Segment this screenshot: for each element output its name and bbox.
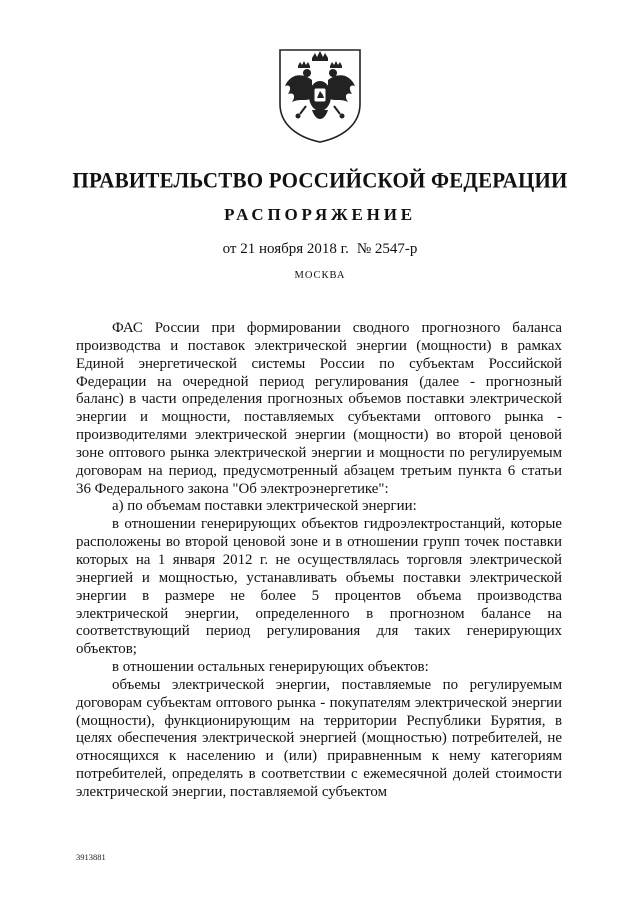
russian-coat-of-arms-icon <box>276 46 364 144</box>
body-paragraph: в отношении остальных генерирующих объектов: <box>112 659 429 676</box>
document-date: от 21 ноября 2018 г. <box>222 241 349 257</box>
document-code: 3913881 <box>76 852 106 862</box>
document-number: № 2547-р <box>356 241 418 257</box>
document-type: РАСПОРЯЖЕНИЕ <box>224 205 416 224</box>
body-paragraph: ФАС России при формировании сводного прогнозного баланса производства и поставок электрической энергии (мощности) в рамках Единой энергетической системы России по субъектам Российской Федерации на очередной период регулирования (далее - прогнозный баланс) в части определения прогнозных объемов поставки электрической энергии и мощности, поставляемых субъектами оптового рынка - производителями электрической энергии (мощности) во второй ценовой зоне оптового рынка электрической энергии и мощности по регулируемым договорам на период, предусмотренный абзацем третьим пункта 6 статьи 36 Федерального закона "Об электроэнергетике": <box>76 320 562 497</box>
date-number-line <box>0 241 640 258</box>
body-paragraph: а) по объемам поставки электрической энергии: <box>112 498 417 515</box>
document-place: МОСКВА <box>294 270 346 281</box>
document-body <box>76 320 562 802</box>
body-paragraph: объемы электрической энергии, поставляемые по регулируемым договорам субъектам оптового рынка - покупателям электрической энергии (мощности), функционирующим на территории Республики Бурятия, в целях обеспечения электрической энергией (мощностью) потребителей, не относящихся к населению и (или) приравненным к нему категориям потребителей, определять в соответствии с ежемесячной долей стоимости электрической энергии, поставляемой субъектом <box>76 676 562 800</box>
body-paragraph: в отношении генерирующих объектов гидроэлектростанций, которые расположены во второй ценовой зоне и в отношении групп точек поставки которых на 1 января 2012 г. не осуществлялась торговля электрической энергией и мощностью, устанавливать объемы поставки электрической энергии в размере не более 5 процентов объема производства электрической энергии, определенного в прогнозном балансе на соответствующий период регулирования для таких генерирующих объектов; <box>76 516 562 658</box>
government-title: ПРАВИТЕЛЬСТВО РОССИЙСКОЙ ФЕДЕРАЦИИ <box>72 167 568 193</box>
